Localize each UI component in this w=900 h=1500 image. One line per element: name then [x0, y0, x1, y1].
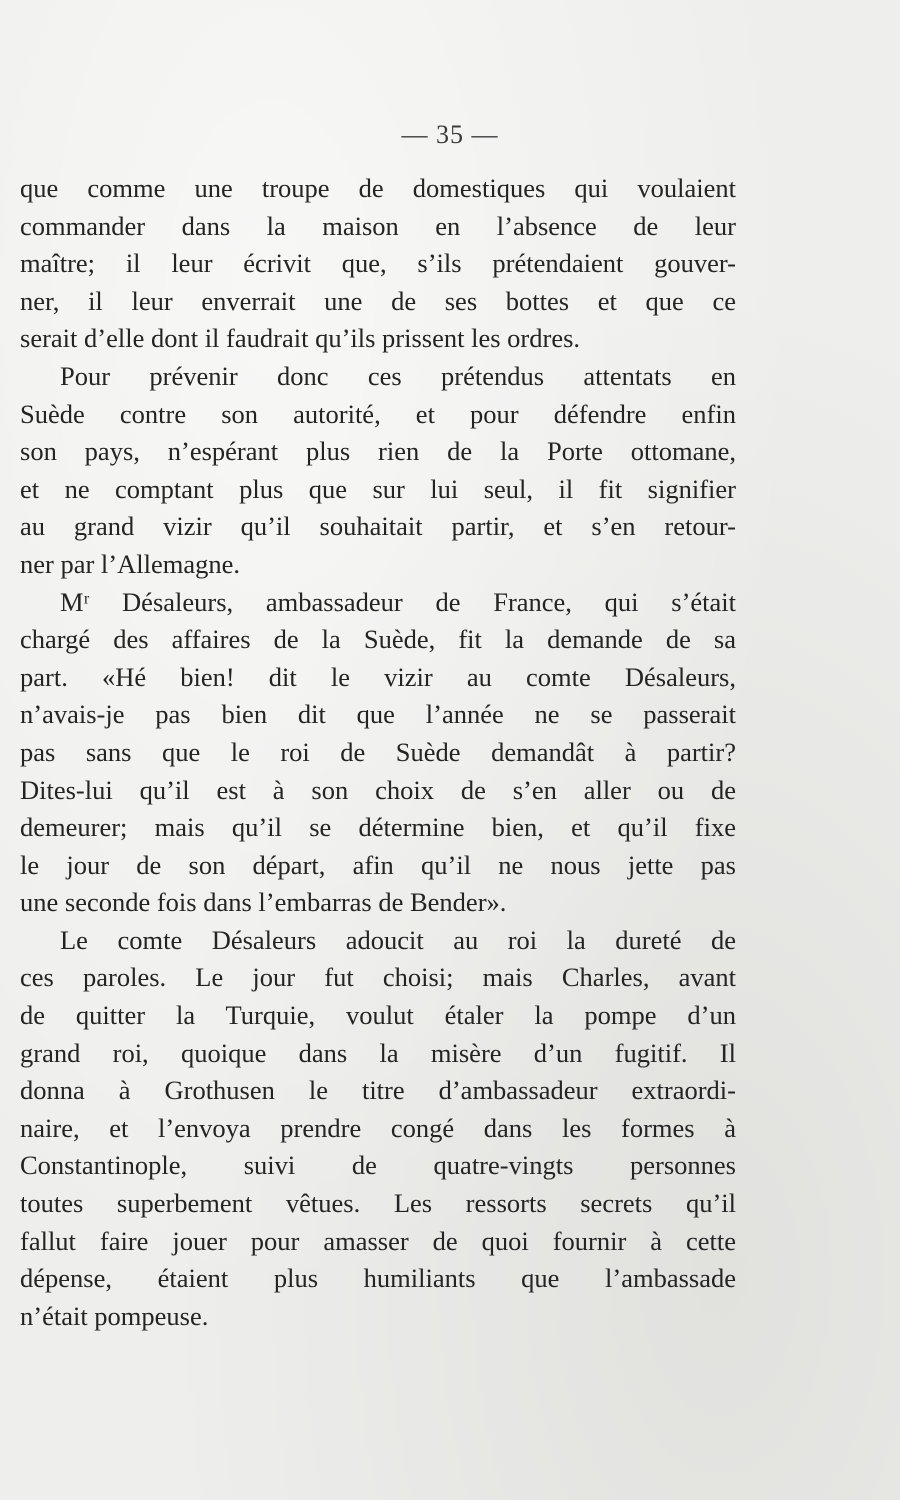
- text-line: le jour de son départ, afin qu’il ne nous jette pas: [20, 849, 736, 880]
- text-line: Pour prévenir donc ces prétendus attentats en: [60, 360, 736, 391]
- paragraph: [20, 584, 736, 922]
- text-line: chargé des affaires de la Suède, fit la demande de sa: [20, 624, 736, 655]
- text-line: pas sans que le roi de Suède demandât à partir?: [20, 736, 736, 767]
- text-line: Le comte Désaleurs adoucit au roi la dureté de: [60, 924, 736, 955]
- text-line: de quitter la Turquie, voulut étaler la pompe d’un: [20, 1000, 736, 1031]
- text-line: n’était pompeuse.: [20, 1300, 209, 1331]
- text-line: son pays, n’espérant plus rien de la Porte ottomane,: [20, 436, 736, 467]
- body-text: [20, 170, 736, 1335]
- text-line: ner par l’Allemagne.: [20, 548, 240, 579]
- paragraph: [20, 358, 736, 584]
- text-line: Suède contre son autorité, et pour défendre enfin: [20, 398, 736, 429]
- text-line: et ne comptant plus que sur lui seul, il fit signifier: [20, 473, 736, 504]
- text-line: au grand vizir qu’il souhaitait partir, et s’en retour-: [20, 511, 736, 542]
- text-line: Dites-lui qu’il est à son choix de s’en aller ou de: [20, 774, 736, 805]
- text-line: donna à Grothusen le titre d’ambassadeur extraordi-: [20, 1075, 736, 1106]
- page-number: — 35 —: [401, 120, 499, 149]
- text-line: part. «Hé bien! dit le vizir au comte Désaleurs,: [20, 661, 736, 692]
- text-line: serait d’elle dont il faudrait qu’ils prissent les ordres.: [20, 323, 581, 354]
- text-line: naire, et l’envoya prendre congé dans les formes à: [20, 1112, 736, 1143]
- paragraph: [20, 922, 736, 1336]
- text-line: Constantinople, suivi de quatre-vingts personnes: [20, 1150, 736, 1181]
- text-line: demeurer; mais qu’il se détermine bien, et qu’il fixe: [20, 812, 736, 843]
- text-line: Mʳ Désaleurs, ambassadeur de France, qui s’était: [60, 586, 736, 617]
- text-line: une seconde fois dans l’embarras de Bender».: [20, 887, 507, 918]
- text-line: que comme une troupe de domestiques qui voulaient: [20, 173, 736, 203]
- paragraph: [20, 170, 736, 358]
- text-line: ces paroles. Le jour fut choisi; mais Charles, avant: [20, 962, 736, 993]
- text-line: commander dans la maison en l’absence de leur: [20, 210, 736, 241]
- text-line: grand roi, quoique dans la misère d’un fugitif. Il: [20, 1037, 736, 1068]
- text-line: fallut faire jouer pour amasser de quoi fournir à cette: [20, 1225, 736, 1256]
- text-line: ner, il leur enverrait une de ses bottes et que ce: [20, 285, 736, 316]
- text-line: dépense, étaient plus humiliants que l’ambassade: [20, 1263, 736, 1294]
- text-line: maître; il leur écrivit que, s’ils prétendaient gouver-: [20, 248, 736, 279]
- text-line: toutes superbement vêtues. Les ressorts secrets qu’il: [20, 1188, 736, 1219]
- text-line: n’avais-je pas bien dit que l’année ne se passerait: [20, 699, 736, 730]
